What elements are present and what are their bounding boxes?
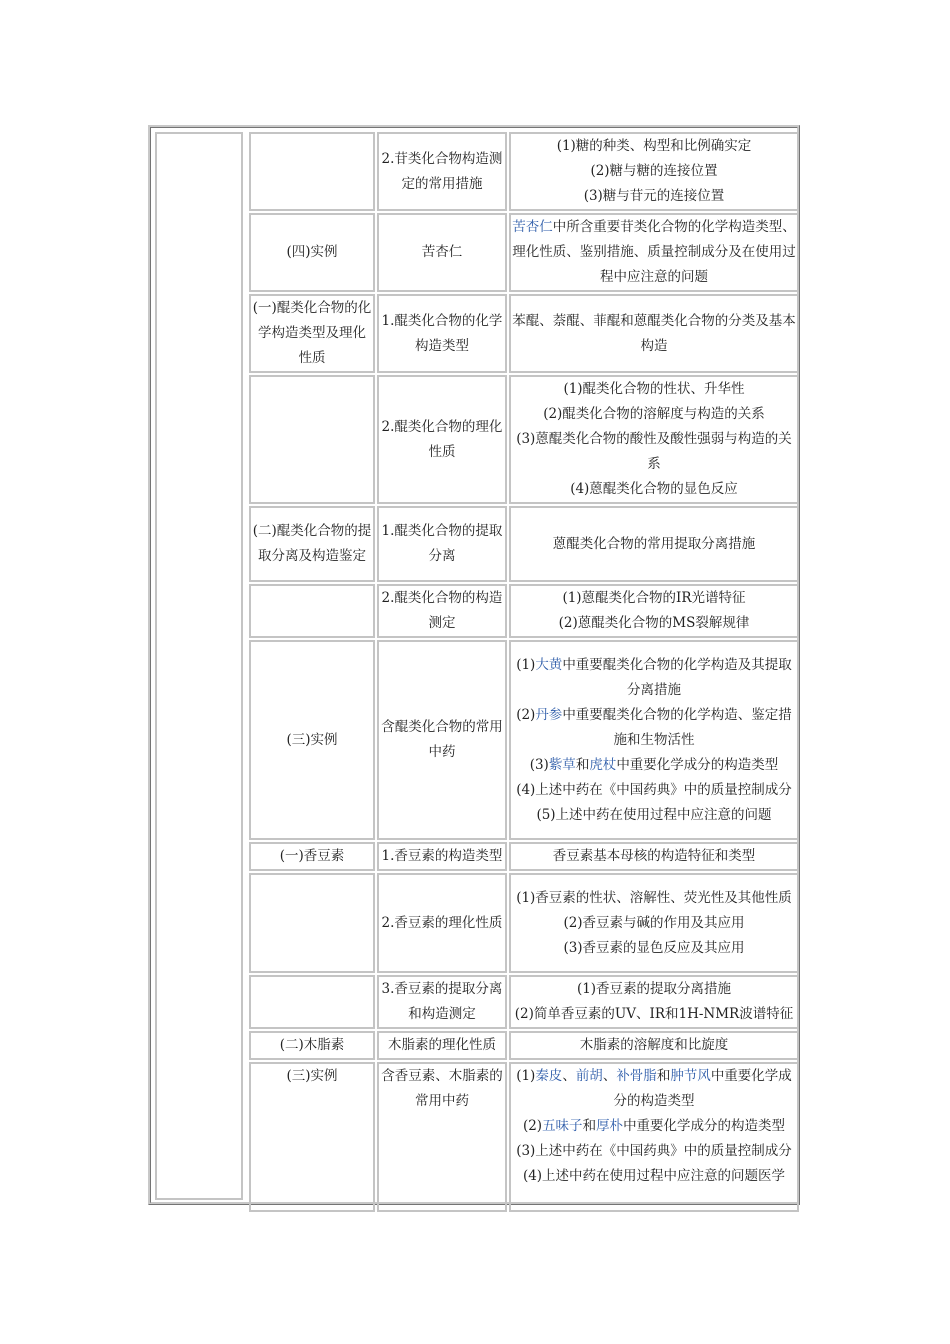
requirement-cell xyxy=(509,375,799,504)
requirement-text: (1)香豆素的提取分离措施 xyxy=(576,981,732,997)
requirement-text: 木脂素的溶解度和比旋度 xyxy=(579,1037,729,1053)
section-cell: (二)醌类化合物的提取分离及构造鉴定 xyxy=(249,506,375,582)
requirement-line xyxy=(512,653,796,703)
requirement-cell xyxy=(509,584,799,638)
requirement-line xyxy=(512,1139,796,1164)
herb-link[interactable]: 补骨脂 xyxy=(616,1068,657,1084)
requirement-line xyxy=(512,1164,796,1189)
herb-link[interactable]: 大黄 xyxy=(535,656,563,673)
syllabus-row xyxy=(249,873,799,973)
requirement-text: 香豆素基本母核的构造特征和类型 xyxy=(552,848,756,864)
requirement-cell xyxy=(509,873,799,973)
requirement-line xyxy=(512,159,796,184)
requirement-line xyxy=(512,427,796,477)
section-cell: (四)实例 xyxy=(249,213,375,292)
section-cell xyxy=(249,584,375,638)
requirement-text: (4)上述中药在使用过程中应注意的问题医学 xyxy=(522,1168,786,1184)
requirement-cell xyxy=(509,975,799,1029)
syllabus-row xyxy=(249,294,799,373)
requirement-text: (3)糖与苷元的连接位置 xyxy=(583,188,725,204)
requirement-line xyxy=(512,377,796,402)
requirement-line xyxy=(512,886,796,911)
requirement-line xyxy=(512,703,796,753)
requirement-text: 和 xyxy=(656,1068,671,1084)
syllabus-row xyxy=(249,1031,799,1060)
section-cell: (二)木脂素 xyxy=(249,1031,375,1060)
requirement-text: (4)上述中药在《中国药典》中的质量控制成分 xyxy=(516,781,792,798)
herb-link[interactable]: 前胡 xyxy=(575,1068,603,1084)
herb-link[interactable]: 肿节风 xyxy=(670,1068,711,1084)
requirement-text: (2) xyxy=(522,1118,543,1134)
requirement-text: (1)蒽醌类化合物的IR光谱特征 xyxy=(562,590,746,606)
requirement-line xyxy=(512,1033,796,1058)
requirement-text: (1)糖的种类、构型和比例确实定 xyxy=(556,138,752,154)
requirement-cell xyxy=(509,640,799,840)
requirement-text: 中重要化学成分的构造类型 xyxy=(616,756,779,773)
section-cell: (三)实例 xyxy=(249,640,375,840)
requirement-cell xyxy=(509,294,799,373)
requirement-text: (4)蒽醌类化合物的显色反应 xyxy=(570,481,738,497)
requirement-text: (5)上述中药在使用过程中应注意的问题 xyxy=(536,806,772,823)
herb-link[interactable]: 五味子 xyxy=(542,1118,583,1134)
requirement-line xyxy=(512,1064,796,1114)
herb-link[interactable]: 虎杖 xyxy=(589,756,617,773)
syllabus-row xyxy=(249,842,799,871)
topic-link[interactable]: 苦杏仁 xyxy=(377,213,507,292)
topic-cell: 1.醌类化合物的化学构造类型 xyxy=(377,294,507,373)
requirement-line xyxy=(512,611,796,636)
requirement-text: (1) xyxy=(516,1068,536,1084)
requirement-line xyxy=(512,402,796,427)
topic-cell: 2.苷类化合物构造测定的常用措施 xyxy=(377,132,507,211)
section-cell: (一)醌类化合物的化学构造类型及理化性质 xyxy=(249,294,375,373)
herb-link[interactable]: 紫草 xyxy=(548,756,576,773)
topic-cell: 木脂素的理化性质 xyxy=(377,1031,507,1060)
requirement-line xyxy=(512,936,796,961)
section-cell xyxy=(249,132,375,211)
requirement-line xyxy=(512,753,796,778)
requirement-text: 苯醌、萘醌、菲醌和蒽醌类化合物的分类及基本构造 xyxy=(512,312,796,354)
syllabus-row xyxy=(249,506,799,582)
requirement-text: (2)蒽醌类化合物的MS裂解规律 xyxy=(558,615,750,631)
topic-cell: 3.香豆素的提取分离和构造测定 xyxy=(377,975,507,1029)
topic-cell: 2.醌类化合物的理化性质 xyxy=(377,375,507,504)
topic-cell: 含醌类化合物的常用中药 xyxy=(377,640,507,840)
requirement-line xyxy=(512,1114,796,1139)
requirement-line xyxy=(512,803,796,828)
syllabus-row xyxy=(249,132,799,211)
unit-column-cell xyxy=(155,132,243,1200)
requirement-line xyxy=(512,977,796,1002)
section-cell xyxy=(249,375,375,504)
requirement-line xyxy=(512,778,796,803)
requirement-line xyxy=(512,1002,796,1027)
topic-cell: 含香豆素、木脂素的常用中药 xyxy=(377,1062,507,1212)
section-cell: (三)实例 xyxy=(249,1062,375,1212)
requirement-cell xyxy=(509,506,799,582)
syllabus-row xyxy=(249,584,799,638)
syllabus-inner-table xyxy=(247,130,801,1214)
requirement-text: 蒽醌类化合物的常用提取分离措施 xyxy=(552,535,756,552)
requirement-text: (3)蒽醌类化合物的酸性及酸性强弱与构造的关系 xyxy=(516,431,792,472)
requirement-line xyxy=(512,586,796,611)
requirement-line xyxy=(512,532,796,557)
topic-cell: 1.香豆素的构造类型 xyxy=(377,842,507,871)
section-cell xyxy=(249,975,375,1029)
syllabus-table xyxy=(148,125,800,1205)
herb-link[interactable]: 苦杏仁 xyxy=(512,219,553,235)
requirement-line xyxy=(512,844,796,869)
topic-cell: 2.香豆素的理化性质 xyxy=(377,873,507,973)
requirement-text: (2)香豆素与碱的作用及其应用 xyxy=(563,914,745,931)
requirement-text: (2)糖与糖的连接位置 xyxy=(590,163,718,179)
requirement-line xyxy=(512,134,796,159)
requirement-line xyxy=(512,309,796,359)
topic-cell: 1.醌类化合物的提取分离 xyxy=(377,506,507,582)
requirement-line xyxy=(512,477,796,502)
requirement-text: 、 xyxy=(602,1068,617,1084)
requirement-text: 中所含重要苷类化合物的化学构造类型、理化性质、鉴别措施、质量控制成分及在使用过程中应注意的问题 xyxy=(512,219,796,285)
requirement-text: 和 xyxy=(582,1118,597,1134)
requirement-cell xyxy=(509,842,799,871)
requirement-text: 、 xyxy=(562,1068,576,1084)
requirement-text: (2) xyxy=(516,706,536,723)
requirement-line xyxy=(512,184,796,209)
herb-link[interactable]: 秦皮 xyxy=(535,1068,563,1084)
requirement-text: (1) xyxy=(516,656,536,673)
requirement-line xyxy=(512,911,796,936)
requirement-cell xyxy=(509,213,799,292)
requirement-text: (1)香豆素的性状、溶解性、荧光性及其他性质 xyxy=(516,889,792,906)
requirement-text: (3)香豆素的显色反应及其应用 xyxy=(563,939,745,956)
syllabus-row xyxy=(249,975,799,1029)
requirement-text: 中重要醌类化合物的化学构造、鉴定措施和生物活性 xyxy=(562,706,792,748)
requirement-cell xyxy=(509,132,799,211)
section-cell xyxy=(249,873,375,973)
syllabus-row xyxy=(249,375,799,504)
syllabus-row xyxy=(249,1062,799,1212)
requirement-cell xyxy=(509,1031,799,1060)
requirement-text: (1)醌类化合物的性状、升华性 xyxy=(563,381,745,397)
requirement-text: (3) xyxy=(529,756,549,773)
requirement-text: (2)简单香豆素的UV、IR和1H-NMR波谱特征 xyxy=(514,1006,794,1022)
requirement-text: (2)醌类化合物的溶解度与构造的关系 xyxy=(543,406,765,422)
section-cell: (一)香豆素 xyxy=(249,842,375,871)
requirement-text: (3)上述中药在《中国药典》中的质量控制成分 xyxy=(516,1143,792,1159)
syllabus-row xyxy=(249,640,799,840)
syllabus-row xyxy=(249,213,799,292)
herb-link[interactable]: 厚朴 xyxy=(596,1118,624,1134)
requirement-line xyxy=(512,215,796,290)
requirement-text: 中重要醌类化合物的化学构造及其提取分离措施 xyxy=(562,656,792,698)
requirement-text: 中重要化学成分的构造类型 xyxy=(613,1068,792,1109)
requirement-text: 中重要化学成分的构造类型 xyxy=(623,1118,786,1134)
topic-cell: 2.醌类化合物的构造测定 xyxy=(377,584,507,638)
herb-link[interactable]: 丹参 xyxy=(535,706,563,723)
requirement-text: 和 xyxy=(575,756,590,773)
requirement-cell xyxy=(509,1062,799,1212)
